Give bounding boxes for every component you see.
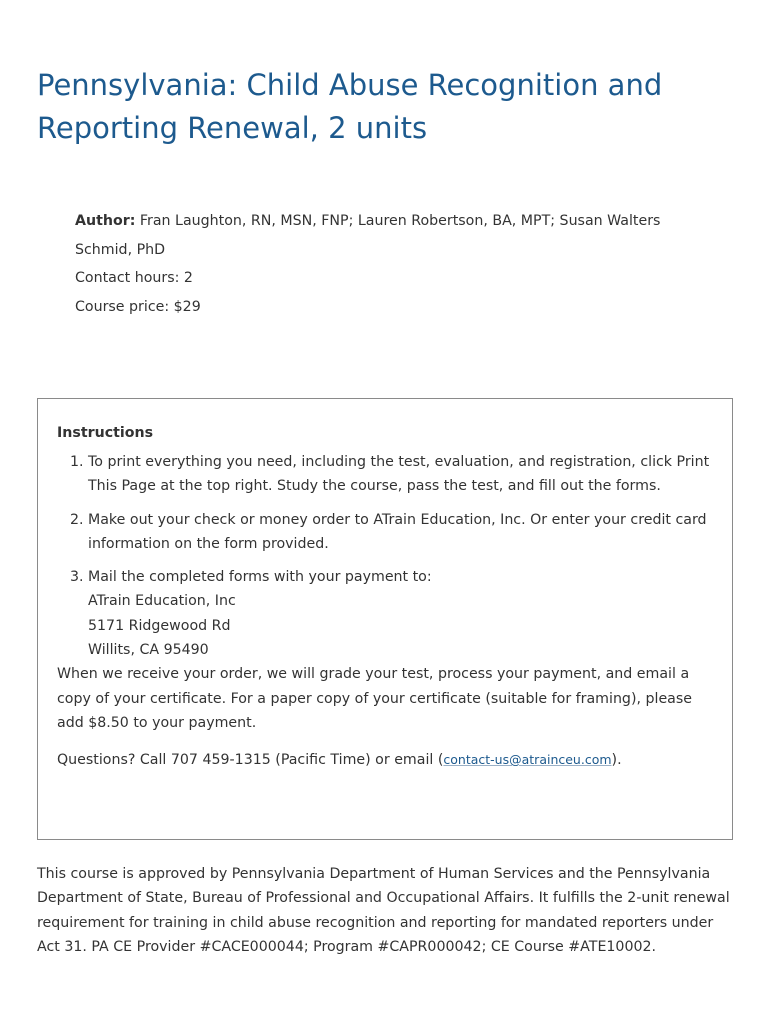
author-label: Author:: [75, 213, 136, 229]
order-processing-paragraph: When we receive your order, we will grade your test, process your payment, and email a copy of your certificate. For a paper copy of your certificate (suitable for framing), please add $8.50 to your payment.: [57, 666, 692, 731]
course-meta: [75, 207, 685, 321]
questions-paragraph: [57, 748, 714, 772]
author-line: [75, 207, 685, 264]
author-value: Fran Laughton, RN, MSN, FNP; Lauren Robertson, BA, MPT; Susan Walters Schmid, PhD: [75, 213, 661, 258]
mailing-address-line: 5171 Ridgewood Rd: [88, 617, 231, 634]
instruction-step-text: Make out your check or money order to ATrain Education, Inc. Or enter your credit card information on the form provided.: [88, 511, 707, 552]
instructions-steps: [57, 450, 714, 662]
course-price: Course price: $29: [75, 298, 201, 315]
instruction-step: [88, 508, 714, 557]
page-title: Pennsylvania: Child Abuse Recognition and Reporting Renewal, 2 units: [37, 68, 663, 145]
approval-statement: This course is approved by Pennsylvania Department of Human Services and the Pennsylvania Department of State, Bureau of Professional and Occupational Affairs. It fulfills the 2-unit renewal requirement for training in child abuse recognition and reporting for mandated reporters under Act 31. PA CE Provider #CACE000044; Program #CAPR000042; CE Course #ATE10002.: [37, 866, 730, 955]
mailing-address-line: Willits, CA 95490: [88, 642, 209, 659]
instructions-box: [37, 398, 733, 840]
mailing-address-line: ATrain Education, Inc: [88, 593, 236, 610]
instruction-step: [88, 450, 714, 499]
instruction-step-text: To print everything you need, including the test, evaluation, and registration, click Print This Page at the top right. Study the course, pass the test, and fill out the forms.: [88, 454, 710, 495]
contact-email-link[interactable]: contact-us@atrainceu.com: [443, 752, 612, 768]
questions-prefix: Questions? Call 707 459-1315 (Pacific Time) or email (: [57, 752, 444, 769]
instructions-heading: Instructions: [57, 425, 154, 441]
questions-suffix: ).: [611, 752, 622, 769]
contact-hours: Contact hours: 2: [75, 270, 193, 286]
instruction-step-text: Mail the completed forms with your payment to:: [88, 569, 432, 586]
instruction-step: [88, 565, 714, 662]
